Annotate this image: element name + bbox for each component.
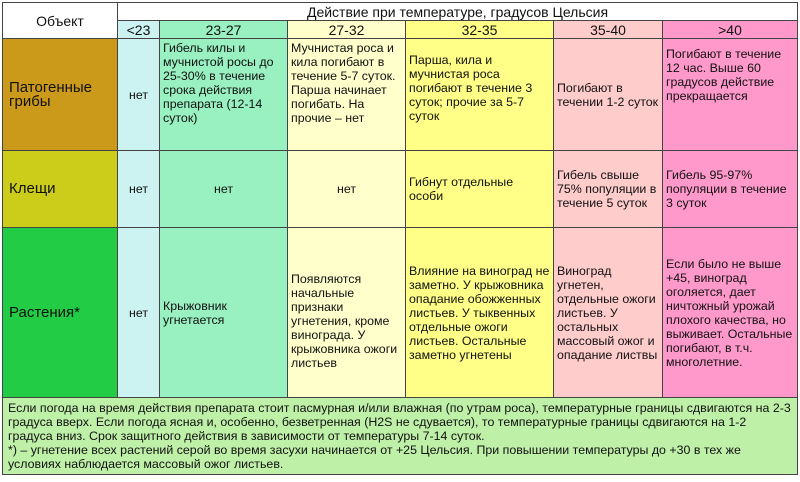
cell: Погибают в течение 12 час. Выше 60 градусов действие прекращается xyxy=(663,39,798,151)
cell: Гибель килы и мучнистой росы до 25-30% в течение срока действия препарата (12-14 суток) xyxy=(160,39,288,151)
row-label-plants: Растения* xyxy=(3,228,118,398)
header-range: 32-35 xyxy=(406,21,554,39)
cell: Гибнут отдельные особи xyxy=(406,151,554,228)
cell: Виноград угнетен, отдельные ожоги листьев. У остальных массовый ожог и опадание листвы xyxy=(554,228,663,398)
note-weather: Если погода на время действия препарата стоит пасмурная и/или влажная (по утрам роса), температурные границы сдвигаются на 2-3 градуса вверх. Если погода ясная и, особенно, безветренная (H2S не сдувается), то температурные границы сдвигаются на 1-2 градуса вниз. Срок защитного действия в зависимости от температуры 7-14 суток. xyxy=(8,401,791,443)
cell: нет xyxy=(118,151,160,228)
temperature-effects-table xyxy=(2,2,798,475)
cell: Появляются начальные признаки угнетения, кроме винограда. У крыжовника ожоги листьев xyxy=(288,228,406,398)
cell: Если было не выше +45, виноград оголяется, дает ничтожный урожай плохого качества, но выживает. Остальные погибают, в т.ч. многолетние. xyxy=(663,228,798,398)
header-range: 27-32 xyxy=(288,21,406,39)
header-range: 35-40 xyxy=(554,21,663,39)
row-plants xyxy=(3,228,798,398)
row-label-fungi: Патогенные грибы xyxy=(3,39,118,151)
header-range: >40 xyxy=(663,21,798,39)
cell: Мучнистая роса и кила погибают в течение 5-7 суток. Парша начинает погибать. На прочие – нет xyxy=(288,39,406,151)
header-range: 23-27 xyxy=(160,21,288,39)
row-fungi xyxy=(3,39,798,151)
header-object: Объект xyxy=(3,3,118,39)
cell: Крыжовник угнетается xyxy=(160,228,288,398)
cell: Гибель 95-97% популяции в течение 3 суток xyxy=(663,151,798,228)
cell: Парша, кила и мучнистая роса погибают в течение 3 суток; прочие за 5-7 суток xyxy=(406,39,554,151)
header-title: Действие при температуре, градусов Цельсия xyxy=(118,3,798,21)
note-footnote: *) – угнетение всех растений серой во время засухи начинается от +25 Цельсия. При повышении температуры до +30 в тех же условиях наблюдается массовый ожог листьев. xyxy=(8,443,741,471)
cell: Погибают в течении 1-2 суток xyxy=(554,39,663,151)
row-mites xyxy=(3,151,798,228)
cell: Влияние на виноград не заметно. У крыжовника опадание обожженных листьев. У тыквенных отдельные ожоги листьев. Остальные заметно угнетены xyxy=(406,228,554,398)
cell: нет xyxy=(160,151,288,228)
notes-cell xyxy=(3,398,798,475)
cell: нет xyxy=(288,151,406,228)
row-notes xyxy=(3,398,798,475)
header-range: <23 xyxy=(118,21,160,39)
row-label-mites: Клещи xyxy=(3,151,118,228)
cell: нет xyxy=(118,228,160,398)
cell: нет xyxy=(118,39,160,151)
cell: Гибель свыше 75% популяции в течение 5 суток xyxy=(554,151,663,228)
